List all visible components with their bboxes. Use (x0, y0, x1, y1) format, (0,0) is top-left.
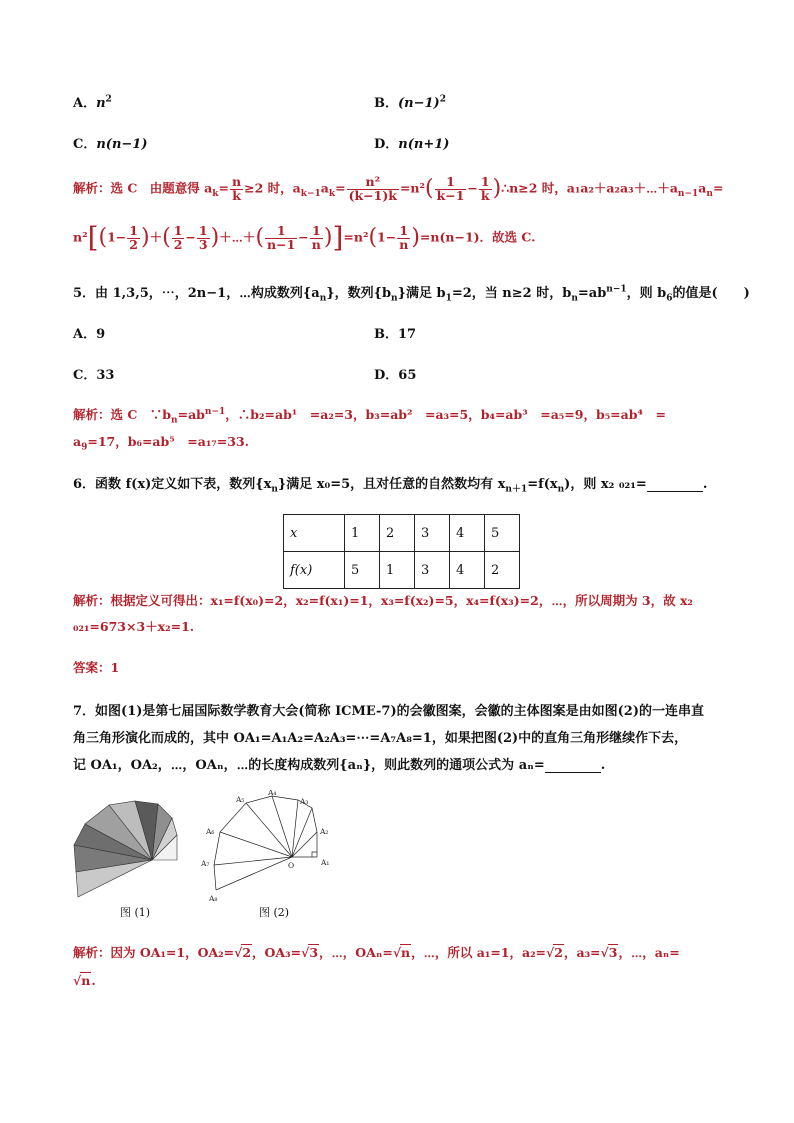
label-a1: A₁ (321, 858, 330, 867)
q7-stem-line3: 记 OA₁，OA₂，⋯，OAₙ，⋯的长度构成数列{aₙ}，则此数列的通项公式为 aₙ= . (73, 758, 606, 773)
table-cell: 4 (450, 515, 485, 552)
table-row (284, 552, 520, 589)
q6-stem: 6．函数 f(x)定义如下表，数列$\{x_n\}$满足 x₀=5，且对任意的自然数均有 $x_{n+1}=f(x_n)$，则 x₂ ₀₂₁= . (73, 477, 708, 495)
spoke-line (292, 832, 317, 857)
label-o: O (288, 861, 295, 870)
table-cell: x (284, 515, 345, 552)
q7-stem-line1: 7．如图(1)是第七届国际数学教育大会(简称 ICME-7)的会徽图案，会徽的主体图案是由如图(2)的一连串直 (73, 704, 704, 719)
label-a7: A₇ (201, 859, 210, 868)
q7-stem-line2: 角三角形演化而成的，其中 OA₁=A₁A₂=A₂A₃=⋯=A₇A₈=1，如果把图(2)中的直角三角形继续作下去， (73, 731, 688, 746)
outer-edge (214, 796, 317, 890)
label-a8: A₈ (209, 894, 218, 903)
table-cell: 5 (345, 552, 380, 589)
table-cell: 3 (415, 515, 450, 552)
q4-option-d: D．n(n+1) (374, 137, 450, 152)
table-cell: 3 (415, 552, 450, 589)
q4-solution-line2: n²[(1− $\frac{1}{2}$ )＋( $\frac{1}{2}$ − $\frac{1}{3}$ )＋⋯＋( $\frac{1}{n-1}$ − $\frac{1}{n}$ )]=n²(1− $\frac{1}{n}$ )=n(n−1)．故选 C. (73, 221, 536, 254)
q6-answer: 答案：1 (73, 660, 120, 675)
table-cell: 2 (380, 515, 415, 552)
spoke-line (292, 808, 312, 857)
q5-solution-line1: 解析：选 C $\because b_n=ab^{n-1}$，∴b₂=ab¹ =a₂=3，b₃=ab² =a₃=5，b₄=ab³ =a₅=9，b₅=ab⁴ = (73, 406, 666, 426)
function-table (283, 514, 520, 589)
q5-solution-line2: $a_9=17$，b₆=ab⁵ =a₁₇=33. (73, 434, 249, 453)
q4-solution-line1: 解析：选 C 由题意得 $a_k=$ $\frac{n}{k}$ ≥2 时，$a_{k-1}a_k=$ $\frac{\text{n²}}{(k-1)k}$ =n²( $\frac{1}{k-1}$ − $\frac{1}{k}$ )∴n≥2 时，$a_1a_2+a_2a_3+\cdots+a_{n-1}a_n=$ (73, 174, 724, 203)
table-cell: 4 (450, 552, 485, 589)
label-a2: A₂ (320, 827, 329, 836)
table-cell: 2 (485, 552, 520, 589)
table-cell: 1 (345, 515, 380, 552)
q4-option-a: A．$n^2$ (73, 94, 112, 111)
q7-solution-line2: √n. (73, 973, 96, 988)
figure-2-caption: 图 (2) (259, 906, 290, 919)
table-cell: 5 (485, 515, 520, 552)
right-angle-mark (312, 852, 317, 857)
table-cell: f(x) (284, 552, 345, 589)
figure-1-caption: 图 (1) (120, 906, 151, 919)
spoke-line (272, 796, 292, 857)
q7-solution-line1: 解析：因为 OA₁=1，OA₂=√2，OA₃=√3，⋯，OAₙ=√n，⋯，所以 a₁=1，a₂=√2，a₃=√3，⋯，aₙ= (73, 945, 680, 960)
q4-option-c: C．n(n−1) (73, 137, 148, 152)
icme7-emblem-figure (72, 800, 187, 900)
spoke-line (292, 800, 298, 857)
q6-solution-line1: 解析：根据定义可得出：x₁=f(x₀)=2，x₂=f(x₁)=1，x₃=f(x₂)=5，x₄=f(x₃)=2，⋯，所以周期为 3，故 x₂ (73, 593, 693, 608)
spoke-line (216, 857, 295, 890)
label-a3: A₃ (300, 797, 309, 806)
label-a6: A₆ (206, 827, 215, 836)
table-cell: 1 (380, 552, 415, 589)
q5-option-b: B．17 (374, 327, 417, 342)
q5-stem: 5．由 1,3,5，⋯，2n−1，⋯构成数列$\{a_n\}$，数列$\{b_n\}$满足 $b_1=2$，当 n≥2 时，$b_n=ab^{n-1}$，则 $b_6$的值是( ) (73, 284, 750, 304)
table-row (284, 515, 520, 552)
q4-option-b: B．$(n-1)^2$ (374, 94, 446, 111)
q5-option-c: C．33 (73, 368, 115, 383)
label-a5: A₅ (236, 795, 245, 804)
label-a4: A₄ (268, 790, 277, 797)
q6-solution-line2: ₀₂₁=673×3＋x₂=1. (73, 619, 195, 634)
q5-option-a: A．9 (73, 327, 106, 342)
spiral-triangles-figure (200, 790, 335, 905)
spoke-line (214, 857, 292, 865)
q5-option-d: D．65 (374, 368, 417, 383)
